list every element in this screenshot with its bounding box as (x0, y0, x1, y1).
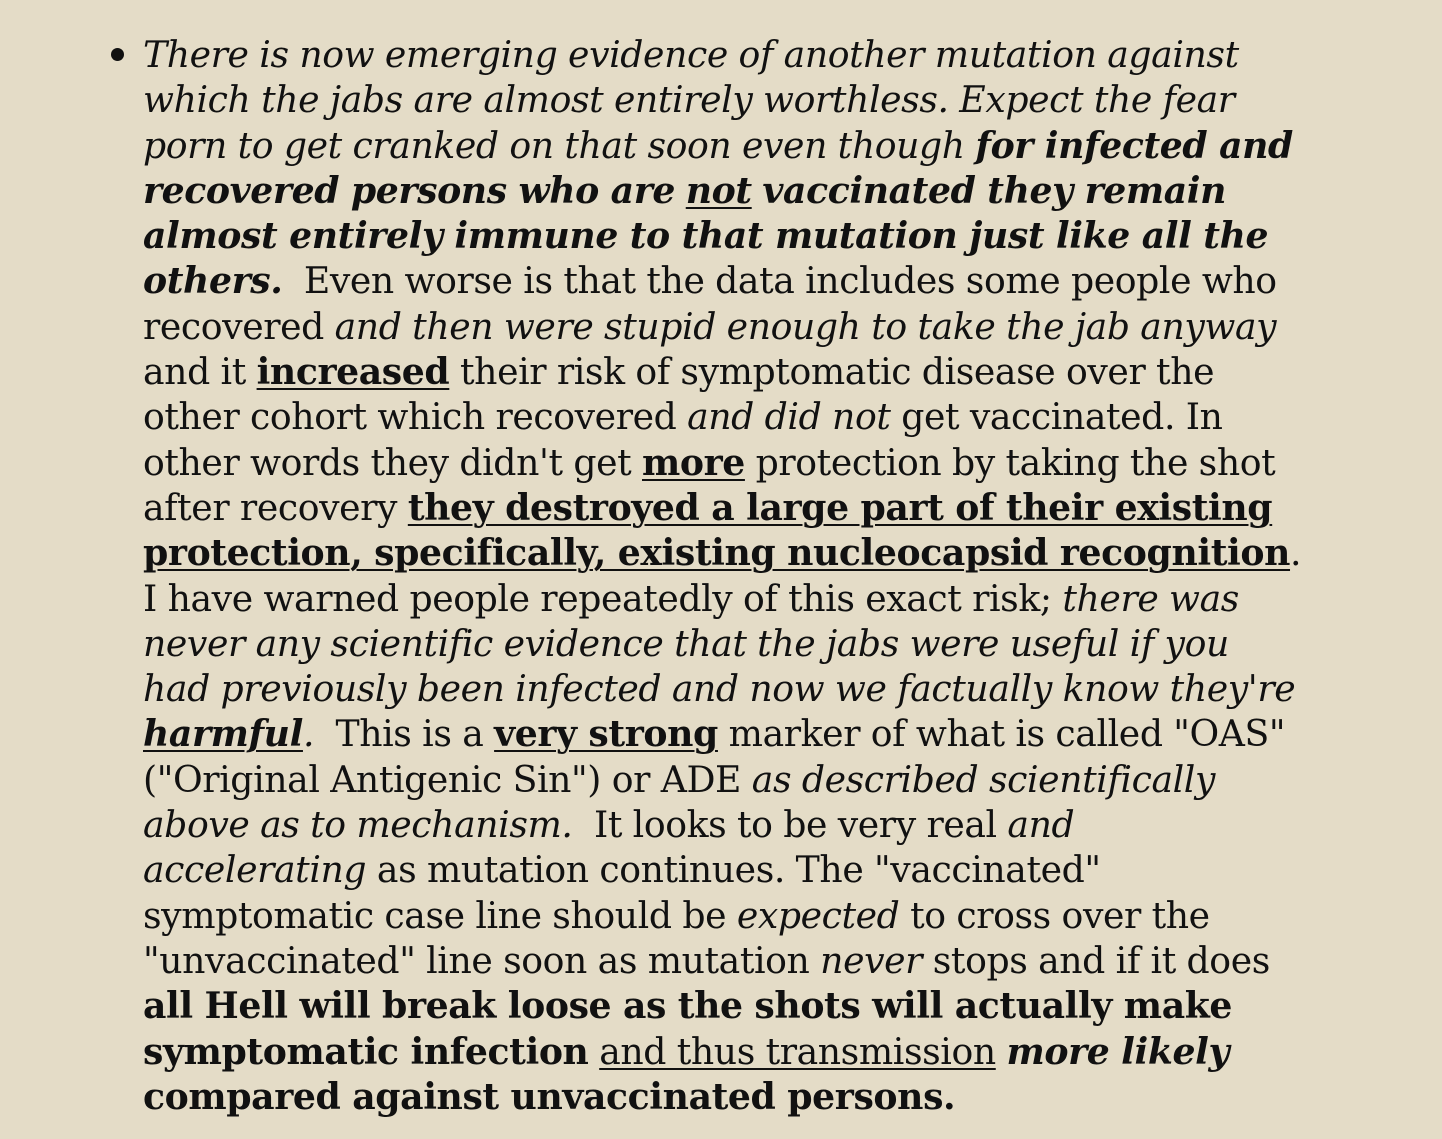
text-segment: There is now emerging evidence of another mutation against which the jabs are almost entirely worthless. Expect the fear porn to get cranked on that soon even though (143, 33, 1239, 167)
text-segment: vaccinated they remain almost entirely immune to that mutation just like all the others. (143, 168, 1269, 303)
text-segment: . I have warned people repeatedly of this exact risk; (143, 531, 1302, 620)
text-segment: and it (143, 350, 246, 394)
text-segment: there was never any scientific evidence that the jabs were useful if you had previously been infected and now we factually know they're (143, 576, 1296, 711)
text-segment: as mutation continues. The "vaccinated" symptomatic case line should be (143, 848, 1101, 937)
text-segment: This is a (335, 712, 484, 756)
text-segment: all Hell will break loose as the shots will actually make symptomatic infection (143, 984, 1233, 1073)
text-segment: stops and if it does (932, 938, 1270, 982)
text-segment: more likely (1006, 1029, 1230, 1073)
text-segment: for infected and recovered persons who are (143, 123, 1293, 212)
text-segment: Even worse is that the data includes some people who recovered (143, 259, 1277, 348)
text-segment: never (820, 938, 923, 982)
text-segment: get vaccinated. In other words they didn't get (143, 395, 1223, 484)
text-segment: very strong (494, 712, 718, 756)
text-segment: expected (736, 893, 900, 937)
text-segment: more (642, 440, 745, 484)
bullet-paragraph (143, 32, 1303, 1119)
text-segment: and thus transmission (599, 1029, 996, 1073)
text-segment: to cross over the "unvaccinated" line soon as mutation (143, 893, 1210, 982)
text-segment: marker of what is called "OAS" ("Original Antigenic Sin") or ADE (143, 712, 1286, 801)
text-segment: and accelerating (143, 803, 1075, 892)
text-segment: not (685, 168, 752, 212)
text-segment: increased (256, 350, 450, 394)
text-segment: and did not (687, 395, 891, 439)
bullet-dot-icon (111, 48, 124, 61)
text-segment: as described scientifically above as to mechanism. (143, 757, 1216, 847)
text-segment: their risk of symptomatic disease over the other cohort which recovered (143, 350, 1215, 439)
text-segment: . (302, 712, 315, 756)
text-segment: they destroyed a large part of their existing protection, specifically, existing nucleocapsid recognition (143, 485, 1291, 575)
text-segment: harmful (143, 712, 303, 756)
text-segment: It looks to be very real (593, 803, 997, 847)
text-segment: protection by taking the shot after recovery (143, 440, 1276, 529)
text-segment: and then were stupid enough to take the jab anyway (334, 304, 1277, 348)
text-segment: compared against unvaccinated persons. (143, 1074, 956, 1118)
